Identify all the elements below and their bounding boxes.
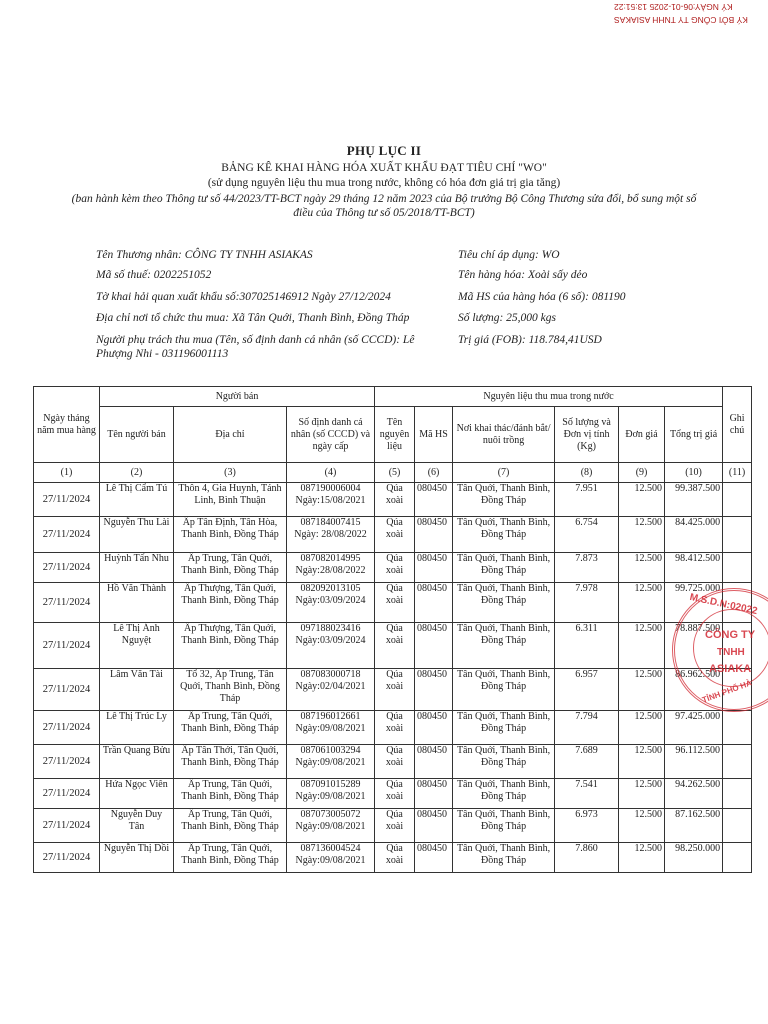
column-number: (6) [415,463,453,483]
table-row [34,809,752,843]
column-number: (2) [100,463,174,483]
id-issue-date: Ngày:09/08/2021 [295,723,366,734]
material-hs: 080450 [415,779,453,809]
total-value: 86.962.500 [665,669,723,711]
quantity-kg: 7.978 [555,583,619,623]
material-origin: Tân Quới, Thanh Bình, Đồng Tháp [453,809,555,843]
material-origin: Tân Quới, Thanh Bình, Đồng Tháp [453,583,555,623]
seller-address: Ấp Trung, Tân Quới, Thanh Bình, Đồng Tháp [174,779,287,809]
seller-id: 082092013105 [300,583,361,594]
purchase-date: 27/11/2024 [34,623,100,669]
note-cell [723,745,752,779]
quantity-kg: 6.957 [555,669,619,711]
purchase-date: 27/11/2024 [34,669,100,711]
table-row [34,669,752,711]
column-number: (5) [375,463,415,483]
purchase-date: 27/11/2024 [34,745,100,779]
seller-address: Ấp Tân Định, Tân Hòa, Thanh Bình, Đồng Tháp [174,517,287,553]
header-material: Nguyên liệu thu mua trong nước [375,387,723,407]
purchase-date: 27/11/2024 [34,517,100,553]
material-name: Qúa xoài [375,843,415,873]
appendix-title: PHỤ LỤC II [346,143,422,158]
table-row [34,623,752,669]
quantity-kg: 7.541 [555,779,619,809]
trader-name: Tên Thương nhân: CÔNG TY TNHH ASIAKAS [96,249,313,261]
material-hs: 080450 [415,711,453,745]
material-name: Qúa xoài [375,517,415,553]
unit-price: 12.500 [619,483,665,517]
hs-code: Mã HS của hàng hóa (6 số): 081190 [458,291,626,303]
seller-id: 087136004524 [300,843,361,854]
quantity: Số lượng: 25,000 kgs [458,312,557,324]
seller-id: 087091015289 [300,779,361,790]
quantity-kg: 7.794 [555,711,619,745]
note-cell [723,483,752,517]
seal-name: ASIAKA [709,663,752,675]
seller-id: 087083000718 [300,669,361,680]
material-hs: 080450 [415,809,453,843]
unit-price: 12.500 [619,517,665,553]
seller-name: Lâm Văn Tài [100,669,174,711]
total-value: 98.412.500 [665,553,723,583]
table-row [34,843,752,873]
header-seller: Người bán [100,387,375,407]
legal-basis: (ban hành kèm theo Thông tư số 44/2023/TT-BCT ngày 29 tháng 12 năm 2023 của Bộ trưởng Bộ Công Thương sửa đổi, bổ sung một số điều của Thông tư số 05/2018/TT-BCT) [71,193,697,219]
table-row [34,483,752,517]
unit-price: 12.500 [619,583,665,623]
seller-address: Ấp Thượng, Tân Quới, Thanh Bình, Đồng Tháp [174,583,287,623]
quantity-kg: 7.860 [555,843,619,873]
header-material-name: Tên nguyên liệu [375,407,415,463]
material-name: Qúa xoài [375,745,415,779]
material-origin: Tân Quới, Thanh Bình, Đồng Tháp [453,623,555,669]
seller-name: Lê Thị Cẩm Tú [100,483,174,517]
seller-name: Hứa Ngọc Viên [100,779,174,809]
id-issue-date: Ngày:09/08/2021 [295,855,366,866]
seller-id: 087061003294 [300,745,361,756]
total-value: 96.112.500 [665,745,723,779]
material-name: Qúa xoài [375,623,415,669]
seal-company: CÔNG TY [705,629,756,641]
seller-id: 087184007415 [300,517,361,528]
material-hs: 080450 [415,517,453,553]
note-cell [723,711,752,745]
table-row [34,583,752,623]
purchase-table [33,386,752,873]
material-name: Qúa xoài [375,583,415,623]
unit-price: 12.500 [619,809,665,843]
seller-id-cell [287,843,375,873]
id-issue-date: Ngày:03/09/2024 [295,595,366,606]
unit-price: 12.500 [619,843,665,873]
seller-id-cell [287,583,375,623]
material-origin: Tân Quới, Thanh Bình, Đồng Tháp [453,483,555,517]
total-value: 98.250.000 [665,843,723,873]
id-issue-date: Ngày:03/09/2024 [295,635,366,646]
seller-id-cell [287,553,375,583]
seller-address: Ấp Trung, Tân Quới, Thanh Bình, Đồng Tháp [174,809,287,843]
column-number: (8) [555,463,619,483]
seller-address: Tổ 32, Ấp Trung, Tân Quới, Thanh Bình, Đồng Tháp [174,669,287,711]
material-name: Qúa xoài [375,669,415,711]
material-hs: 080450 [415,483,453,517]
material-origin: Tân Quới, Thanh Bình, Đồng Tháp [453,553,555,583]
seller-id-cell [287,517,375,553]
table-row [34,517,752,553]
seller-address: Ấp Thượng, Tân Quới, Thanh Bình, Đồng Tháp [174,623,287,669]
material-hs: 080450 [415,583,453,623]
header-price: Đơn giá [619,407,665,463]
quantity-kg: 7.951 [555,483,619,517]
seal-type: TNHH [717,647,745,658]
id-issue-date: Ngày:15/08/2021 [295,495,366,506]
purchase-date: 27/11/2024 [34,843,100,873]
seller-id: 097188023416 [300,623,361,634]
purchase-date: 27/11/2024 [34,809,100,843]
id-issue-date: Ngày:09/08/2021 [295,757,366,768]
column-number: (3) [174,463,287,483]
seller-name: Lê Thị Ánh Nguyệt [100,623,174,669]
purchase-date: 27/11/2024 [34,711,100,745]
note-cell [723,553,752,583]
unit-price: 12.500 [619,623,665,669]
purchase-responsible: Người phụ trách thu mua (Tên, số định danh cá nhân (số CCCD): Lê Phượng Nhi - 031196001113 [96,334,415,360]
material-name: Qúa xoài [375,809,415,843]
column-number: (11) [723,463,752,483]
material-origin: Tân Quới, Thanh Bình, Đồng Tháp [453,745,555,779]
id-issue-date: Ngày: 28/08/2022 [294,529,367,540]
purchase-date: 27/11/2024 [34,779,100,809]
total-value: 99.387.500 [665,483,723,517]
seller-id: 087190006004 [300,483,361,494]
seller-id-cell [287,711,375,745]
seller-id-cell [287,809,375,843]
header-note: Ghi chú [723,387,752,463]
note-cell [723,843,752,873]
seller-id: 087073005072 [300,809,361,820]
header-hs: Mã HS [415,407,453,463]
unit-price: 12.500 [619,779,665,809]
material-hs: 080450 [415,553,453,583]
header-address: Địa chỉ [174,407,287,463]
header-total: Tổng trị giá [665,407,723,463]
table-row [34,711,752,745]
seller-id-cell [287,669,375,711]
total-value: 97.425.000 [665,711,723,745]
seal-city: TỈNH PHỐ HÀ [701,678,753,705]
seller-id-cell [287,779,375,809]
material-name: Qúa xoài [375,483,415,517]
material-origin: Tân Quới, Thanh Bình, Đồng Tháp [453,517,555,553]
seller-address: Ấp Trung, Tân Quới, Thanh Bình, Đồng Tháp [174,711,287,745]
header-date: Ngày tháng năm mua hàng [34,387,100,463]
seller-id: 087082014995 [300,553,361,564]
total-value: 99.725.000 [665,583,723,623]
total-value: 84.425.000 [665,517,723,553]
total-value: 87.162.500 [665,809,723,843]
seller-address: Ấp Tân Thới, Tân Quới, Thanh Bình, Đồng Tháp [174,745,287,779]
note-cell [723,779,752,809]
material-hs: 080450 [415,843,453,873]
total-value: 78.887.500 [665,623,723,669]
seller-address: Ấp Trung, Tân Quới, Thanh Bình, Đồng Tháp [174,553,287,583]
seller-id: 087196012661 [300,711,361,722]
header-quantity: Số lượng và Đơn vị tính (Kg) [555,407,619,463]
signature-signer: KÝ BỞI CÔNG TY TNHH ASIAKAS [614,15,748,25]
material-hs: 080450 [415,745,453,779]
seller-id-cell [287,483,375,517]
column-number: (4) [287,463,375,483]
id-issue-date: Ngày:28/08/2022 [295,565,366,576]
material-name: Qúa xoài [375,779,415,809]
column-number: (1) [34,463,100,483]
seller-name: Huỳnh Tấn Nhu [100,553,174,583]
goods-name: Tên hàng hóa: Xoài sấy dẻo [458,269,588,281]
document-subtitle: BẢNG KÊ KHAI HÀNG HÓA XUẤT KHẨU ĐẠT TIÊU CHÍ "WO" [221,162,547,174]
seller-name: Nguyễn Thu Lài [100,517,174,553]
seller-address: Ấp Trung, Tân Quới, Thanh Bình, Đồng Tháp [174,843,287,873]
id-issue-date: Ngày:09/08/2021 [295,791,366,802]
seller-id-cell [287,745,375,779]
column-number: (10) [665,463,723,483]
header-id: Số định danh cá nhân (số CCCD) và ngày cấp [287,407,375,463]
table-row [34,779,752,809]
document-note: (sử dụng nguyên liệu thu mua trong nước, không có hóa đơn giá trị gia tăng) [207,177,561,189]
table-row [34,553,752,583]
material-origin: Tân Quới, Thanh Bình, Đồng Tháp [453,779,555,809]
quantity-kg: 6.311 [555,623,619,669]
unit-price: 12.500 [619,745,665,779]
signature-date: KÝ NGÀY:06-01-2025 13:51:22 [614,2,733,12]
seal-ring-text: M.S.D.N:02022 [688,591,759,618]
fob-value: Trị giá (FOB): 118.784,41USD [458,334,602,346]
material-origin: Tân Quới, Thanh Bình, Đồng Tháp [453,843,555,873]
material-name: Qúa xoài [375,711,415,745]
seller-name: Trần Quang Bửu [100,745,174,779]
purchase-date: 27/11/2024 [34,583,100,623]
note-cell [723,517,752,553]
material-hs: 080450 [415,623,453,669]
criterion: Tiêu chí áp dụng: WO [458,249,560,261]
purchase-date: 27/11/2024 [34,553,100,583]
material-name: Qúa xoài [375,553,415,583]
seller-name: Nguyễn Duy Tân [100,809,174,843]
quantity-kg: 7.689 [555,745,619,779]
tax-code: Mã số thuế: 0202251052 [96,269,212,281]
note-cell [723,809,752,843]
total-value: 94.262.500 [665,779,723,809]
material-hs: 080450 [415,669,453,711]
purchase-address: Địa chỉ nơi tổ chức thu mua: Xã Tân Quới, Thanh Bình, Đồng Tháp [96,312,410,324]
quantity-kg: 7.873 [555,553,619,583]
id-issue-date: Ngày:02/04/2021 [295,681,366,692]
quantity-kg: 6.754 [555,517,619,553]
header-seller-name: Tên người bán [100,407,174,463]
column-number: (7) [453,463,555,483]
seller-name: Lê Thị Trúc Ly [100,711,174,745]
unit-price: 12.500 [619,711,665,745]
unit-price: 12.500 [619,669,665,711]
column-number-row [34,463,752,483]
seller-id-cell [287,623,375,669]
material-origin: Tân Quới, Thanh Bình, Đồng Tháp [453,669,555,711]
seller-name: Nguyễn Thị Dồi [100,843,174,873]
id-issue-date: Ngày:09/08/2021 [295,821,366,832]
seller-address: Thôn 4, Gia Huynh, Tánh Linh, Bình Thuận [174,483,287,517]
quantity-kg: 6.973 [555,809,619,843]
material-origin: Tân Quới, Thanh Bình, Đồng Tháp [453,711,555,745]
unit-price: 12.500 [619,553,665,583]
column-number: (9) [619,463,665,483]
table-row [34,745,752,779]
digital-signature [614,0,764,26]
customs-declaration: Tờ khai hải quan xuất khẩu số:307025146912 Ngày 27/12/2024 [96,291,391,303]
purchase-date: 27/11/2024 [34,483,100,517]
header-origin: Nơi khai thác/đánh bắt/ nuôi trồng [453,407,555,463]
seller-name: Hồ Văn Thành [100,583,174,623]
